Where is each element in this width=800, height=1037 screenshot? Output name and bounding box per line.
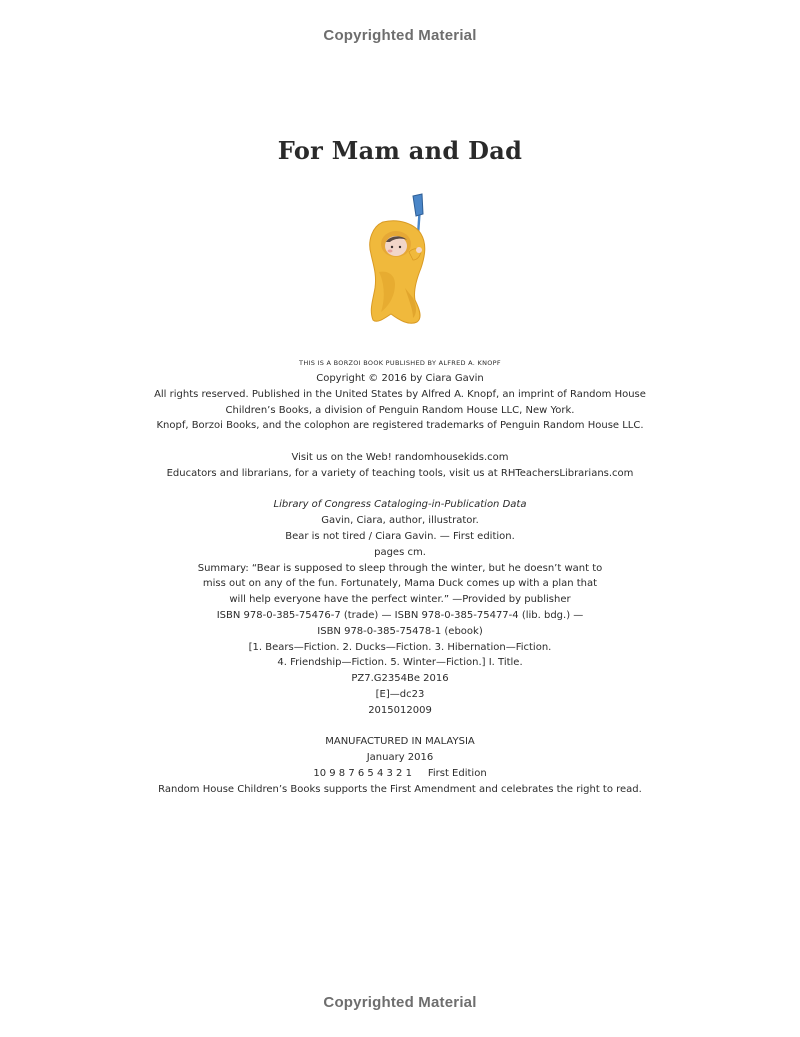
website-line: Visit us on the Web! randomhousekids.com [291,451,509,463]
cip-line: ISBN 978-0-385-75476-7 (trade) — ISBN 978-0-385-75477-4 (lib. bdg.) — [216,609,584,621]
printing-line: 10 9 8 7 6 5 4 3 2 1 First Edition [313,767,487,779]
cip-line: [E]—dc23 [375,688,425,700]
copyright-block [0,358,800,798]
copyrighted-material-watermark-top: Copyrighted Material [323,27,477,44]
rights-line: Children’s Books, a division of Penguin Random House LLC, New York. [225,404,575,416]
cip-line: ISBN 978-0-385-75478-1 (ebook) [317,625,483,637]
cip-heading: Library of Congress Cataloging-in-Publication Data [273,499,527,511]
date-line: January 2016 [366,752,434,764]
first-amendment-line: Random House Children’s Books supports the First Amendment and celebrates the right to read. [158,783,642,795]
cip-line: Summary: “Bear is supposed to sleep through the winter, but he doesn’t want to [197,562,603,574]
manufactured-line: MANUFACTURED IN MALAYSIA [325,736,475,748]
rights-line: All rights reserved. Published in the United States by Alfred A. Knopf, an imprint of Random House [154,388,646,400]
bear-illustration [355,192,445,326]
cip-line: 2015012009 [368,704,432,716]
educators-line: Educators and librarians, for a variety of teaching tools, visit us at RHTeachersLibrarians.com [166,467,634,479]
cip-line: pages cm. [374,546,426,558]
rights-line: Copyright © 2016 by Ciara Gavin [316,373,484,384]
rights-line: Knopf, Borzoi Books, and the colophon are registered trademarks of Penguin Random House LLC. [156,420,644,432]
cip-line: 4. Friendship—Fiction. 5. Winter—Fiction.] I. Title. [277,657,523,669]
cip-line: PZ7.G2354Be 2016 [351,673,449,685]
publisher-line: THIS IS A BORZOI BOOK PUBLISHED BY ALFRED A. KNOPF [299,359,501,367]
cip-line: [1. Bears—Fiction. 2. Ducks—Fiction. 3. Hibernation—Fiction. [248,641,552,653]
bear-in-snowsuit-with-shovel-icon [355,192,445,326]
cip-line: miss out on any of the fun. Fortunately, Mama Duck comes up with a plan that [202,578,598,590]
cip-line: Gavin, Ciara, author, illustrator. [321,515,479,527]
cip-line: will help everyone have the perfect winter.” —Provided by publisher [229,594,571,606]
copyrighted-material-watermark-bottom: Copyrighted Material [323,994,477,1011]
cip-line: Bear is not tired / Ciara Gavin. — First edition. [285,530,515,542]
dedication-title: For Mam and Dad [277,136,523,165]
